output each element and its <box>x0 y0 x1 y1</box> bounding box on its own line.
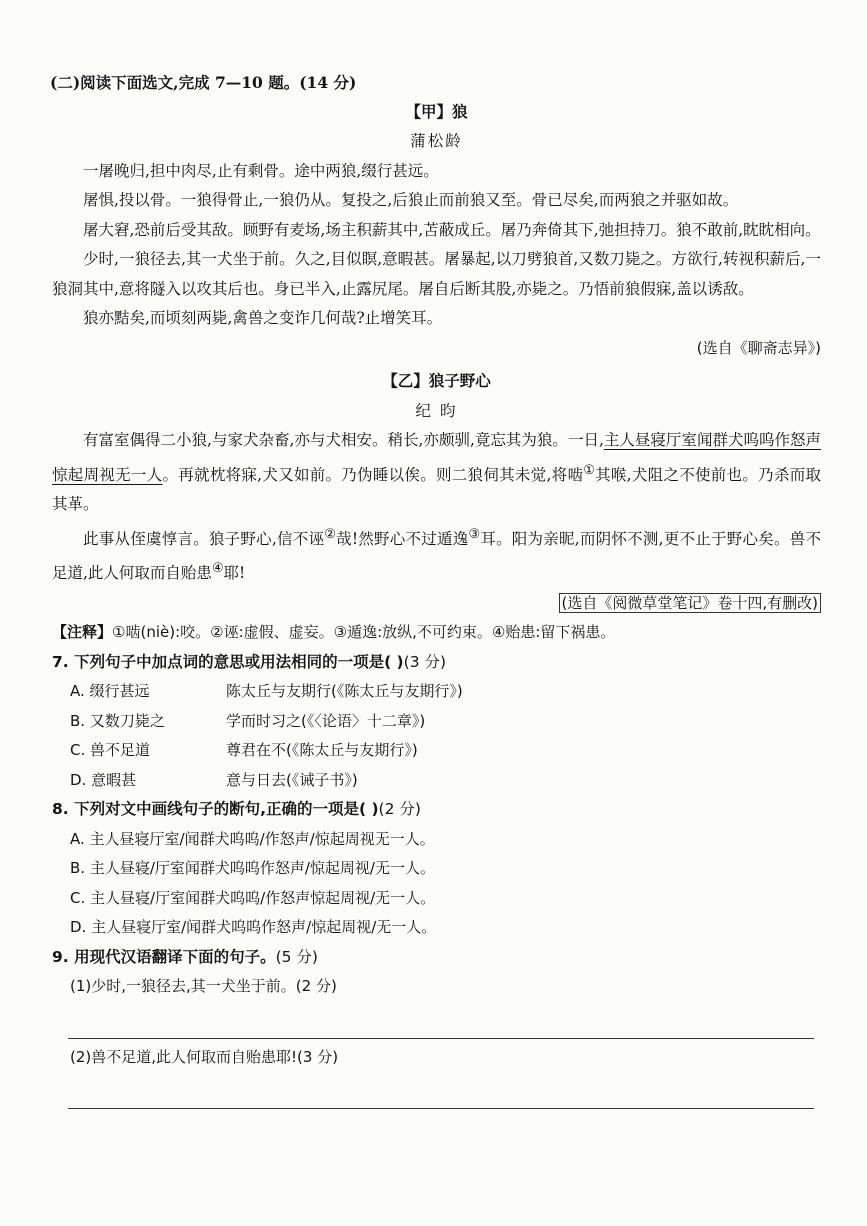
q7-option-b[interactable]: B. 又数刀毙之 学而时习之(《〈论语〉十二章》) <box>70 711 426 730</box>
passage-yi-author: 纪 昀 <box>415 401 458 420</box>
passage-jia-paragraph: 少时,一狼径去,其一犬坐于前。久之,目似瞑,意暇甚。屠暴起,以刀劈狼首,又数刀毙之。方欲行,转视积薪后,一狼洞其中,意将隧入以攻其后也。身已半入,止露尻尾。屠自后断其股,亦毙之。乃悟前狼假寐,盖以诱敌。 <box>52 250 821 298</box>
section-header: (二)阅读下面选文,完成 7—10 题。(14 分) <box>50 73 357 92</box>
passage-jia-paragraph: 屠大窘,恐前后受其敌。顾野有麦场,场主积薪其中,苫蔽成丘。屠乃奔倚其下,弛担持刀。狼不敢前,眈眈相向。 <box>83 220 821 239</box>
q9-subquestion-1: (1)少时,一狼径去,其一犬坐于前。(2 分) <box>70 977 337 996</box>
question-8: 8. 下列对文中画线句子的断句,正确的一项是( )(2 分) <box>52 800 421 819</box>
passage-jia-paragraph: 一屠晚归,担中肉尽,止有剩骨。途中两狼,缀行甚远。 <box>83 161 439 180</box>
footnote-marker: ③ <box>468 526 481 542</box>
q7-option-c[interactable]: C. 兽不足道 尊君在不(《陈太丘与友期行》) <box>70 741 418 760</box>
footnote-marker: ② <box>324 526 337 542</box>
q7-option-d[interactable]: D. 意暇甚 意与日去(《诫子书》) <box>70 770 358 789</box>
passage-jia-title: 【甲】狼 <box>405 102 468 121</box>
footnote-marker: ① <box>583 462 596 478</box>
passage-yi-source: (选自《阅微草堂笔记》卷十四,有删改) <box>52 589 821 619</box>
q9-subquestion-2: (2)兽不足道,此人何取而自贻患耶!(3 分) <box>70 1047 339 1066</box>
annotations <box>52 618 821 648</box>
passage-jia-author: 蒲松龄 <box>410 132 463 150</box>
q8-option-c[interactable]: C. 主人昼寝/厅室闻群犬呜呜/作怒声惊起周视/无一人。 <box>70 888 436 907</box>
passage-yi-title: 【乙】狼子野心 <box>382 372 491 390</box>
q9-answer-line-1[interactable] <box>68 1002 814 1039</box>
footnote-marker: ④ <box>211 561 224 577</box>
q7-option-a[interactable]: A. 缀行甚远 陈太丘与友期行(《陈太丘与友期行》) <box>70 682 463 701</box>
passage-jia-paragraph: 狼亦黠矣,而顷刻两毙,禽兽之变诈几何哉?止增笑耳。 <box>83 309 443 327</box>
annotations-label: 【注释】 <box>52 623 113 642</box>
q9-answer-line-2[interactable] <box>68 1072 814 1109</box>
passage-jia-source: (选自《聊斋志异》) <box>696 338 821 357</box>
annotations-text: ①啮(niè):咬。②诬:虚假、虚妄。③遁逸:放纵,不可约束。④贻患:留下祸患。 <box>112 623 616 642</box>
underlined-sentence: 主人昼寝厅室闻群犬呜呜作怒声惊起周视无一人 <box>52 431 821 484</box>
passage-yi-paragraph-2: 此事从侄虞惇言。狼子野心,信不诬②哉!然野心不过遁逸③耳。阳为亲昵,而阴怀不测,更不止于野心矣。兽不足道,此人何取而自贻患④耶! <box>52 526 821 583</box>
question-9: 9. 用现代汉语翻译下面的句子。(5 分) <box>52 947 318 966</box>
q8-option-a[interactable]: A. 主人昼寝厅室/闻群犬呜呜/作怒声/惊起周视无一人。 <box>70 829 435 848</box>
q8-option-d[interactable]: D. 主人昼寝厅室/闻群犬呜呜作怒声/惊起周视/无一人。 <box>70 918 437 937</box>
passage-yi-paragraph-1: 有富室偶得二小狼,与家犬杂畜,亦与犬相安。稍长,亦颇驯,竟忘其为狼。一日,主人昼寝厅室闻群犬呜呜作怒声惊起周视无一人。再就枕将寐,犬又如前。乃伪睡以俟。则二狼伺其未觉,将啮①其喉,犬阻之不使前也。乃杀而取其革。 <box>52 431 821 514</box>
passage-jia-paragraph: 屠惧,投以骨。一狼得骨止,一狼仍从。复投之,后狼止而前狼又至。骨已尽矣,而两狼之并驱如故。 <box>83 191 739 209</box>
question-7: 7. 下列句子中加点词的意思或用法相同的一项是( )(3 分) <box>52 652 447 671</box>
q8-option-b[interactable]: B. 主人昼寝/厅室闻群犬呜呜作怒声/惊起周视/无一人。 <box>70 859 435 878</box>
